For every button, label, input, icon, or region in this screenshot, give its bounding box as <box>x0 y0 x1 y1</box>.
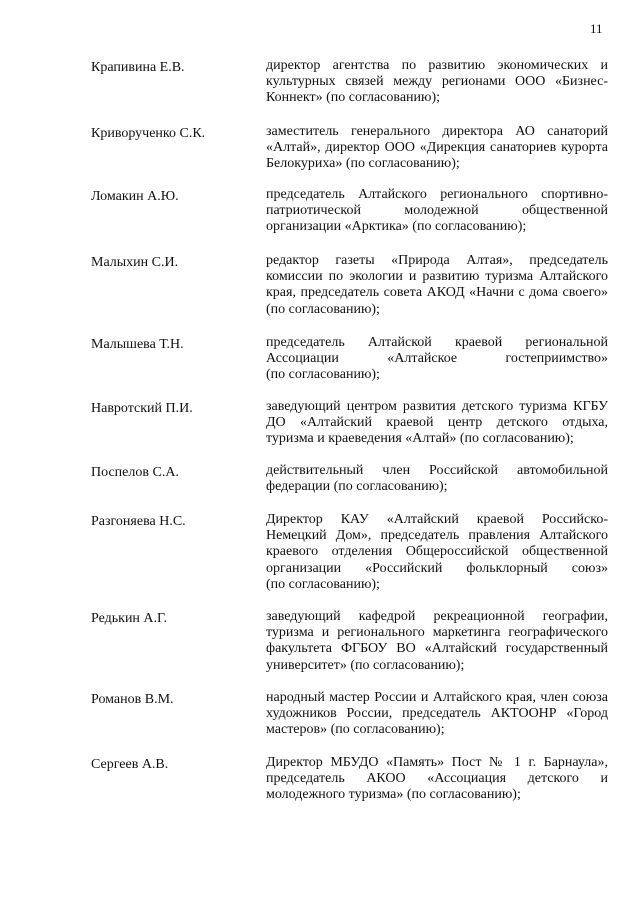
role-line: Ассоциации «Алтайское гостеприимство» <box>266 351 608 367</box>
role-line: Директор МБУДО «Память» Пост № 1 г. Барнаула», <box>266 755 608 770</box>
member-name: Малыхин С.И. <box>91 255 179 270</box>
role-line: заместитель генерального директора АО санаторий <box>266 124 608 139</box>
role-line: (по согласованию); <box>266 301 380 317</box>
role-line: культурных связей между регионами ООО «Бизнес- <box>266 74 608 90</box>
role-line: редактор газеты «Природа Алтая», председатель <box>266 253 608 268</box>
role-line: Немецкий Дом», председатель правления Алтайского <box>266 528 608 544</box>
role-line: «Алтай», директор ООО «Дирекция санаториев курорта <box>266 140 608 156</box>
member-role <box>266 755 608 804</box>
member-name: Малышева Т.Н. <box>91 337 184 352</box>
member-role <box>266 399 608 448</box>
member-role <box>266 58 608 107</box>
role-line: мастеров» (по согласованию); <box>266 722 445 738</box>
member-role <box>266 512 608 593</box>
member-name: Романов В.М. <box>91 692 174 707</box>
member-role <box>266 609 608 674</box>
role-line: федерации (по согласованию); <box>266 479 448 495</box>
member-role <box>266 124 608 173</box>
role-line: председатель Алтайского регионального спортивно- <box>266 187 608 202</box>
role-line: факультета ФГБОУ ВО «Алтайский государственный <box>266 641 608 657</box>
member-role <box>266 335 608 384</box>
role-line: народный мастер России и Алтайского края, член союза <box>266 690 608 705</box>
role-line: молодежного туризма» (по согласованию); <box>266 787 521 803</box>
member-role <box>266 463 608 495</box>
role-line: организации «Российский фольклорный союз» <box>266 560 608 576</box>
role-line: туризма и регионального маркетинга географического <box>266 625 608 641</box>
role-line: краевого отделения Общероссийской общественной <box>266 544 608 560</box>
member-name: Навротский П.И. <box>91 401 193 416</box>
member-name: Сергеев А.В. <box>91 757 169 772</box>
member-name: Ломакин А.Ю. <box>91 189 179 204</box>
role-line: туризма и краеведения «Алтай» (по согласованию); <box>266 431 574 447</box>
role-line: ДО «Алтайский краевой центр детского отдыха, <box>266 415 608 431</box>
role-line: заведующий центром развития детского туризма КГБУ <box>266 399 608 414</box>
role-line: Коннект» (по согласованию); <box>266 90 441 106</box>
role-line: (по согласованию); <box>266 367 380 383</box>
role-line: комиссии по экологии и развитию туризма Алтайского <box>266 269 608 285</box>
member-role <box>266 187 608 236</box>
role-line: председатель АКОО «Ассоциация детского и <box>266 771 608 787</box>
role-line: директор агентства по развитию экономических и <box>266 58 608 73</box>
role-line: Белокуриха» (по согласованию); <box>266 156 460 172</box>
role-line: патриотической молодежной общественной <box>266 203 608 219</box>
role-line: организации «Арктика» (по согласованию); <box>266 219 527 235</box>
member-name: Редькин А.Г. <box>91 611 168 626</box>
member-name: Разгоняева Н.С. <box>91 514 186 529</box>
member-name: Криворученко С.К. <box>91 126 206 141</box>
member-name: Поспелов С.А. <box>91 465 179 480</box>
role-line: председатель Алтайской краевой региональной <box>266 335 608 350</box>
member-role <box>266 253 608 318</box>
role-line: художников России, председатель АКТООНР «Город <box>266 706 608 722</box>
role-line: университет» (по согласованию); <box>266 657 465 673</box>
page-number: 11 <box>590 21 603 36</box>
role-line: заведующий кафедрой рекреационной географии, <box>266 609 608 624</box>
role-line: действительный член Российской автомобильной <box>266 463 608 478</box>
member-role <box>266 690 608 739</box>
role-line: Директор КАУ «Алтайский краевой Российско- <box>266 512 608 527</box>
member-name: Крапивина Е.В. <box>91 60 185 75</box>
role-line: (по согласованию); <box>266 576 380 592</box>
role-line: края, председатель совета АКОД «Начни с дома своего» <box>266 285 608 301</box>
